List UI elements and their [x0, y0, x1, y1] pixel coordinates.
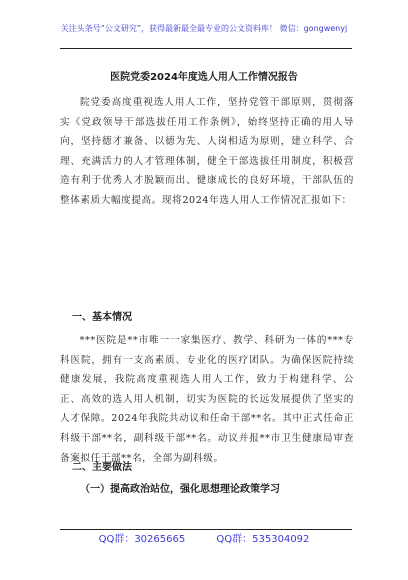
- header-banner: 关注头条号“公文研究”，获得最新最全最专业的公文资料库！ 微信：gongwenyj: [60, 24, 348, 33]
- intro-text: 院党委高度重视选人用人工作，坚持党管干部原则，贯彻落实《党政领导干部选拔任用工作条例》，始终坚持正确的用人导向，坚持德才兼备、以德为先、人岗相适为原则，建立科学、合理、充满活力的人才管理体制，健全干部选拔任用制度，积极营造有利于优秀人才脱颖而出、健康成长的良好环境，干部队伍的整体素质大幅度提高。现将2024年选人用人工作情况汇报如下：: [60, 97, 354, 206]
- footer-bar: [0, 534, 408, 546]
- intro-paragraph: [60, 93, 354, 211]
- document-title: 医院党委2024年度选人用人工作情况报告: [110, 72, 298, 83]
- basic-situation-paragraph: [60, 331, 354, 468]
- footer-qq-group-2: QQ群：535304092: [216, 534, 310, 545]
- subsection-heading-political-stance: （一）提高政治站位，强化思想理论政策学习: [80, 484, 280, 495]
- basic-situation-text: ***医院是**市唯一一家集医疗、教学、科研为一体的***专科医院，拥有一支高素质、专业化的医疗团队。为确保医院持续健康发展，我院高度重视选人用人工作，致力于构建科学、公正、高效的选人用人机制，切实为医院的长远发展提供了坚实的人才保障。2024年我院共动议和任命干部**名。其中正式任命正科级干部**名，副科级干部**名。动议并报**市卫生健康局审查备案拟任干部**名，全部为副科级。: [60, 335, 354, 464]
- footer-qq-group-1: QQ群：30265665: [98, 534, 186, 545]
- header-divider: [60, 48, 352, 49]
- section-heading-basic-situation: 一、基本情况: [72, 312, 132, 323]
- footer-divider: [60, 529, 352, 530]
- section-heading-main-methods: 二、主要做法: [72, 462, 132, 473]
